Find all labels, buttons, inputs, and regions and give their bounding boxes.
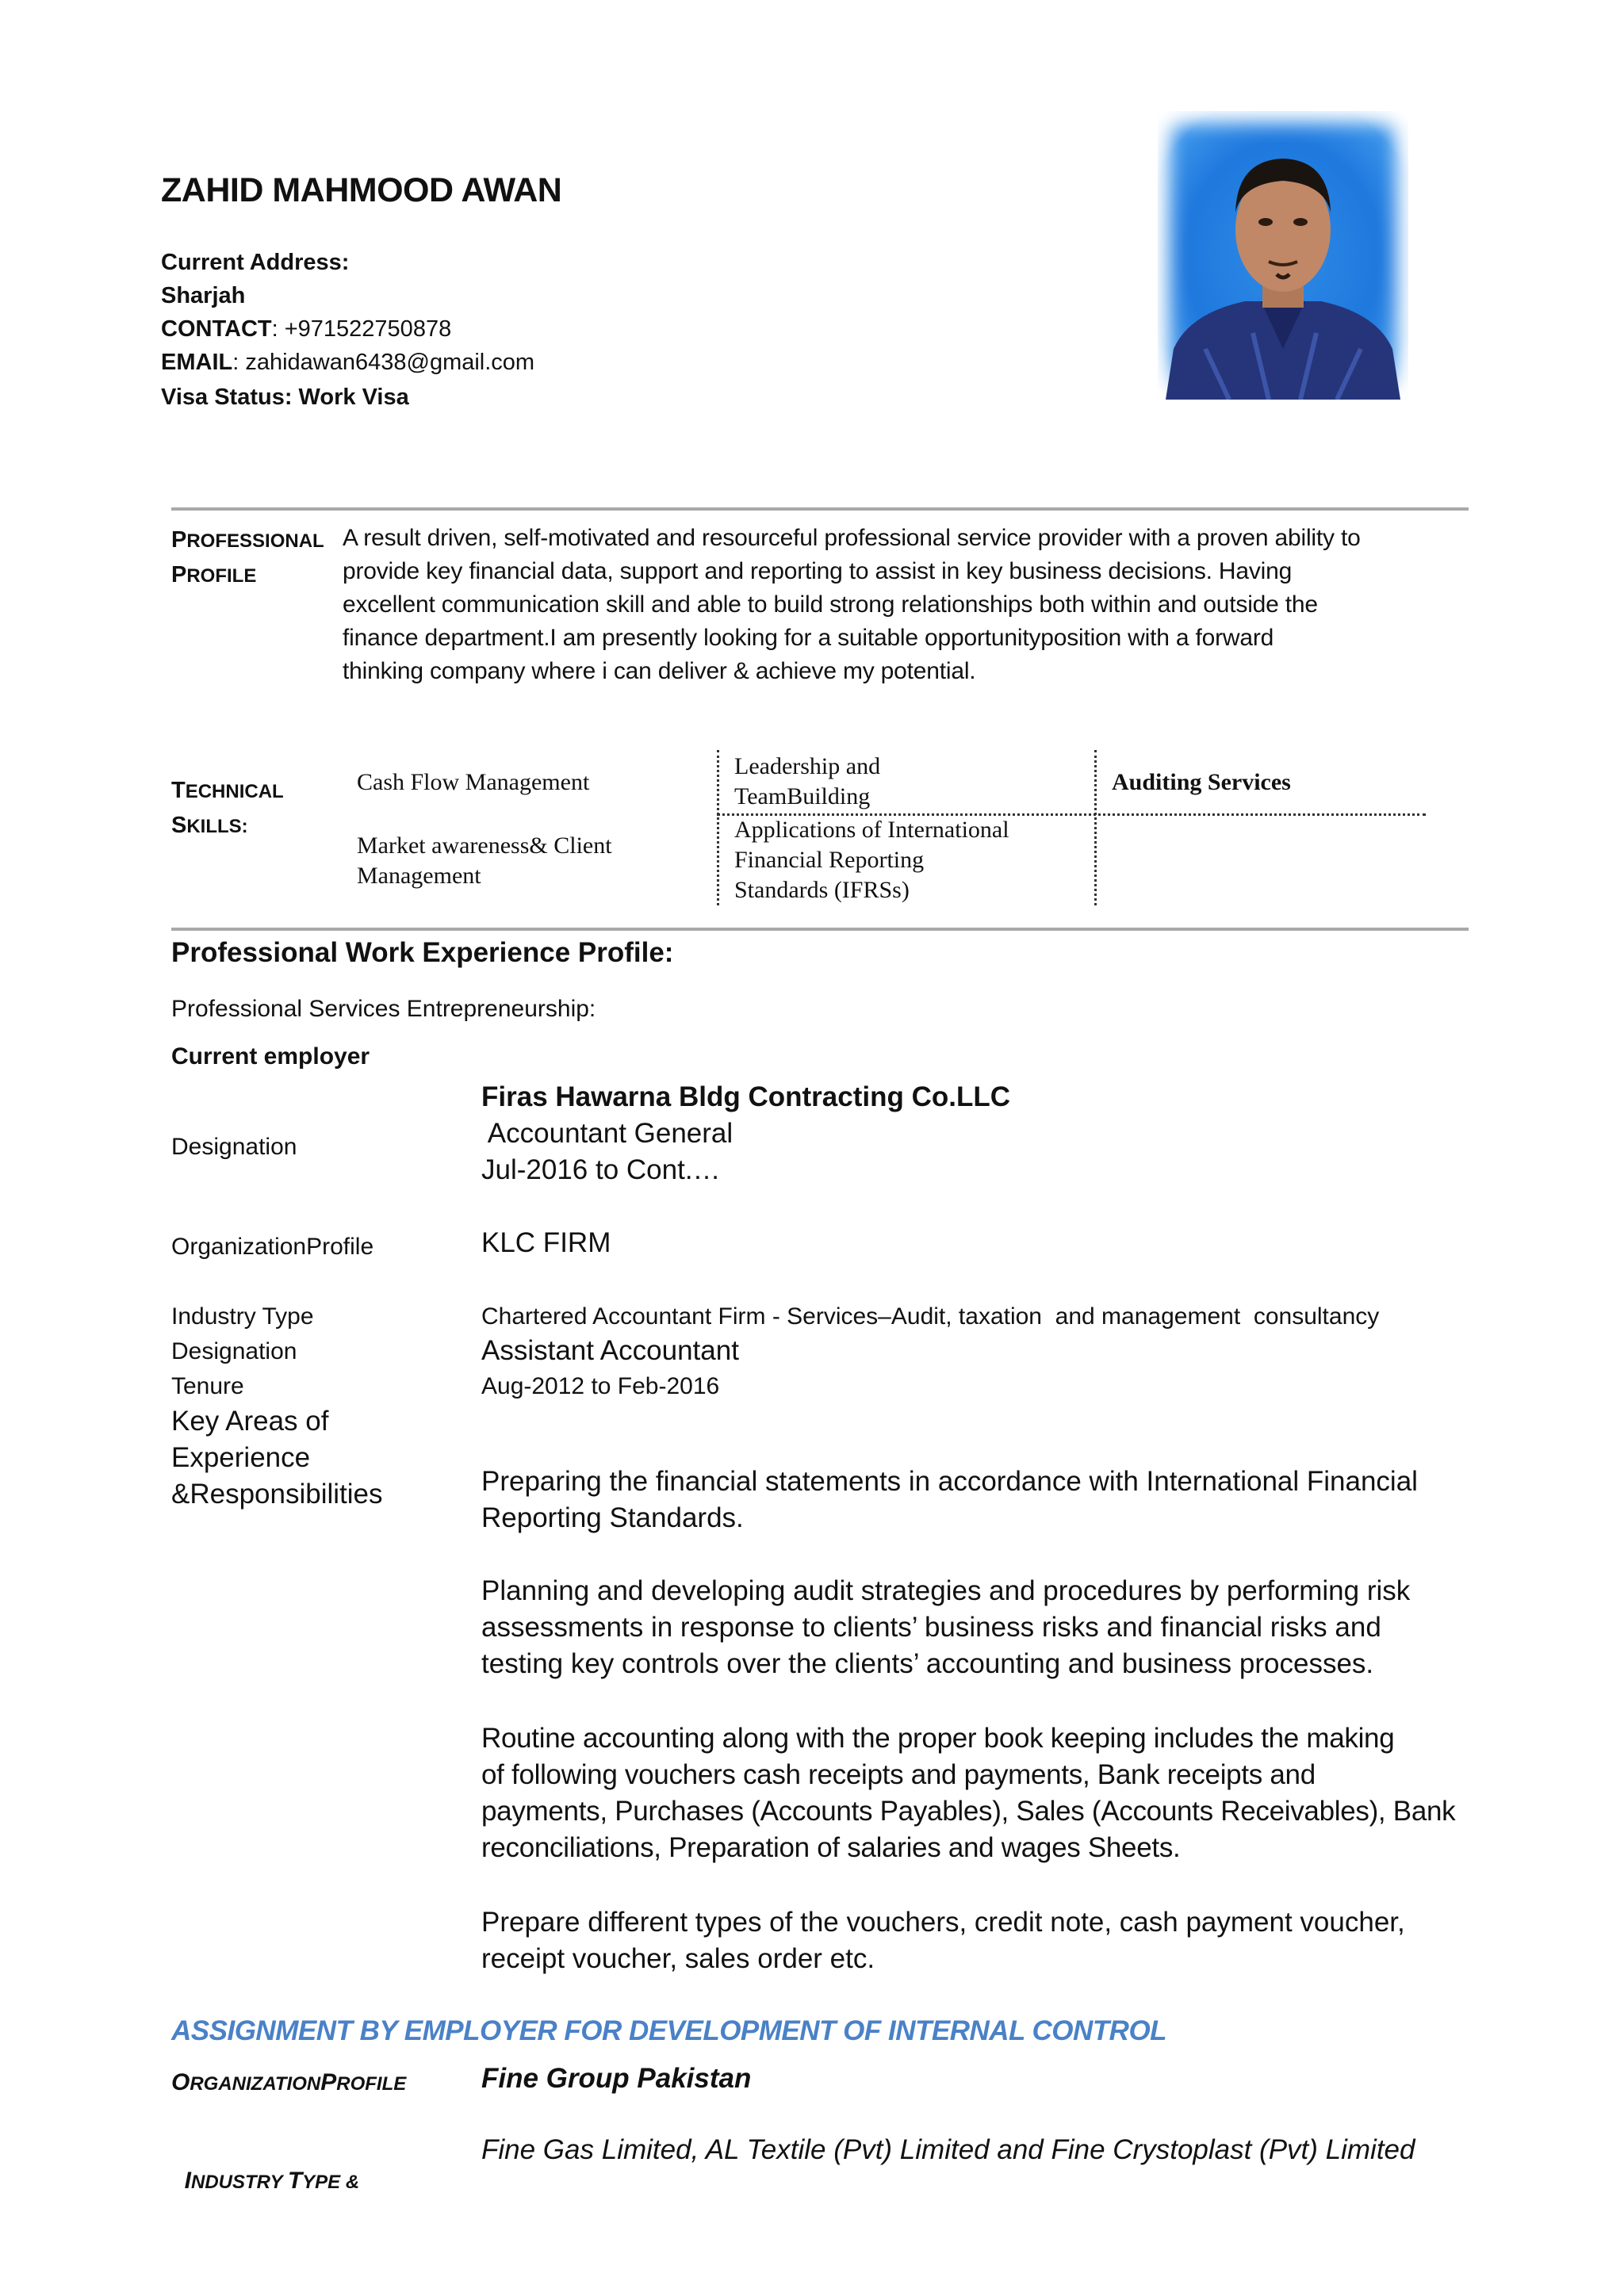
responsibility-item: Planning and developing audit strategies and procedures by performing risk assessments in response to clients’ business risks and financial risks and testing key controls over the clients’ accounting and business processes. — [481, 1575, 1411, 1679]
profile-summary: A result driven, self-motivated and resourceful professional service provider with a proven ability to provide key financial data, support and reporting to assist in key business decisions. Having excellent communication skill and able to build strong relationships both within and outside the finance department.I am presently looking for a suitable opportunityposition with a forward thinking company where i can deliver & achieve my potential. — [343, 525, 1361, 684]
assignment-org-value: Fine Group Pakistan — [481, 2063, 752, 2094]
experience-subtitle: Professional Services Entrepreneurship: — [171, 996, 596, 1022]
skills-table — [343, 750, 1426, 905]
org-profile-value: KLC FIRM — [481, 1227, 611, 1258]
industry-type-label: Industry Type — [171, 1303, 314, 1330]
designation-label: Designation — [171, 1134, 297, 1160]
current-employer-label: Current employer — [171, 1043, 370, 1070]
email-value: : zahidawan6438@gmail.com — [232, 350, 535, 375]
contact-label: CONTACT — [161, 316, 272, 342]
section-divider — [171, 928, 1469, 931]
skill-item: Market awareness& Client Management — [357, 832, 612, 889]
designation-value: Accountant General — [481, 1118, 733, 1149]
assignment-industry-label: INDUSTRY TYPE & — [184, 2168, 360, 2194]
address-label: Current Address: — [161, 250, 350, 275]
responsibility-item: Preparing the financial statements in accordance with International Financial Reporting Standards. — [481, 1466, 1418, 1533]
employment-period: Jul-2016 to Cont.… — [481, 1154, 721, 1185]
section-divider — [171, 507, 1469, 511]
candidate-name: ZAHID MAHMOOD AWAN — [161, 171, 562, 209]
current-employer-name: Firas Hawarna Bldg Contracting Co.LLC — [481, 1081, 1010, 1112]
industry-type-value: Chartered Accountant Firm - Services–Audit, taxation and management consultancy — [481, 1303, 1380, 1330]
contact-line — [161, 312, 451, 346]
skill-item: Auditing Services — [1112, 769, 1291, 795]
profile-label: PROFESSIONAL PROFILE — [171, 527, 324, 587]
designation-value: Assistant Accountant — [481, 1335, 739, 1366]
responsibility-item: Prepare different types of the vouchers, credit note, cash payment voucher, receipt voucher, sales order etc. — [481, 1907, 1405, 1974]
key-areas-label: Key Areas of Experience &Responsibilities — [171, 1406, 383, 1510]
visa-status: Visa Status: Work Visa — [161, 385, 409, 410]
email-line — [161, 346, 534, 379]
skill-item: Cash Flow Management — [357, 769, 590, 795]
profile-photo — [1158, 111, 1408, 400]
portrait-illustration — [1158, 111, 1408, 400]
tenure-label: Tenure — [171, 1373, 244, 1399]
skill-item: Applications of International Financial Reporting Standards (IFRSs) — [734, 817, 1009, 903]
skill-item: Leadership and TeamBuilding — [734, 753, 881, 809]
assignment-industry-value: Fine Gas Limited, AL Textile (Pvt) Limited and Fine Crystoplast (Pvt) Limited — [481, 2134, 1415, 2165]
responsibility-item: Routine accounting along with the proper book keeping includes the making of following vouchers cash receipts and payments, Bank receipts and payments, Purchases (Accounts Payables), Sales (Accounts Receivables), Bank reconciliations, Preparation of salaries and wages Sheets. — [481, 1723, 1456, 1863]
contact-value: : +971522750878 — [271, 316, 452, 342]
assignment-section-title: ASSIGNMENT BY EMPLOYER FOR DEVELOPMENT OF INTERNAL CONTROL — [171, 2015, 1167, 2046]
org-profile-label: OrganizationProfile — [171, 1234, 374, 1260]
skills-column-divider — [717, 750, 719, 905]
email-label: EMAIL — [161, 350, 233, 375]
address-value: Sharjah — [161, 283, 246, 308]
experience-section-title: Professional Work Experience Profile: — [171, 937, 674, 968]
tenure-value: Aug-2012 to Feb-2016 — [481, 1373, 720, 1399]
skills-label: TECHNICAL SKILLS: — [171, 778, 284, 838]
assignment-org-label: ORGANIZATIONPROFILE — [171, 2069, 407, 2095]
skills-column-divider — [1094, 750, 1097, 905]
designation-label: Designation — [171, 1338, 297, 1364]
